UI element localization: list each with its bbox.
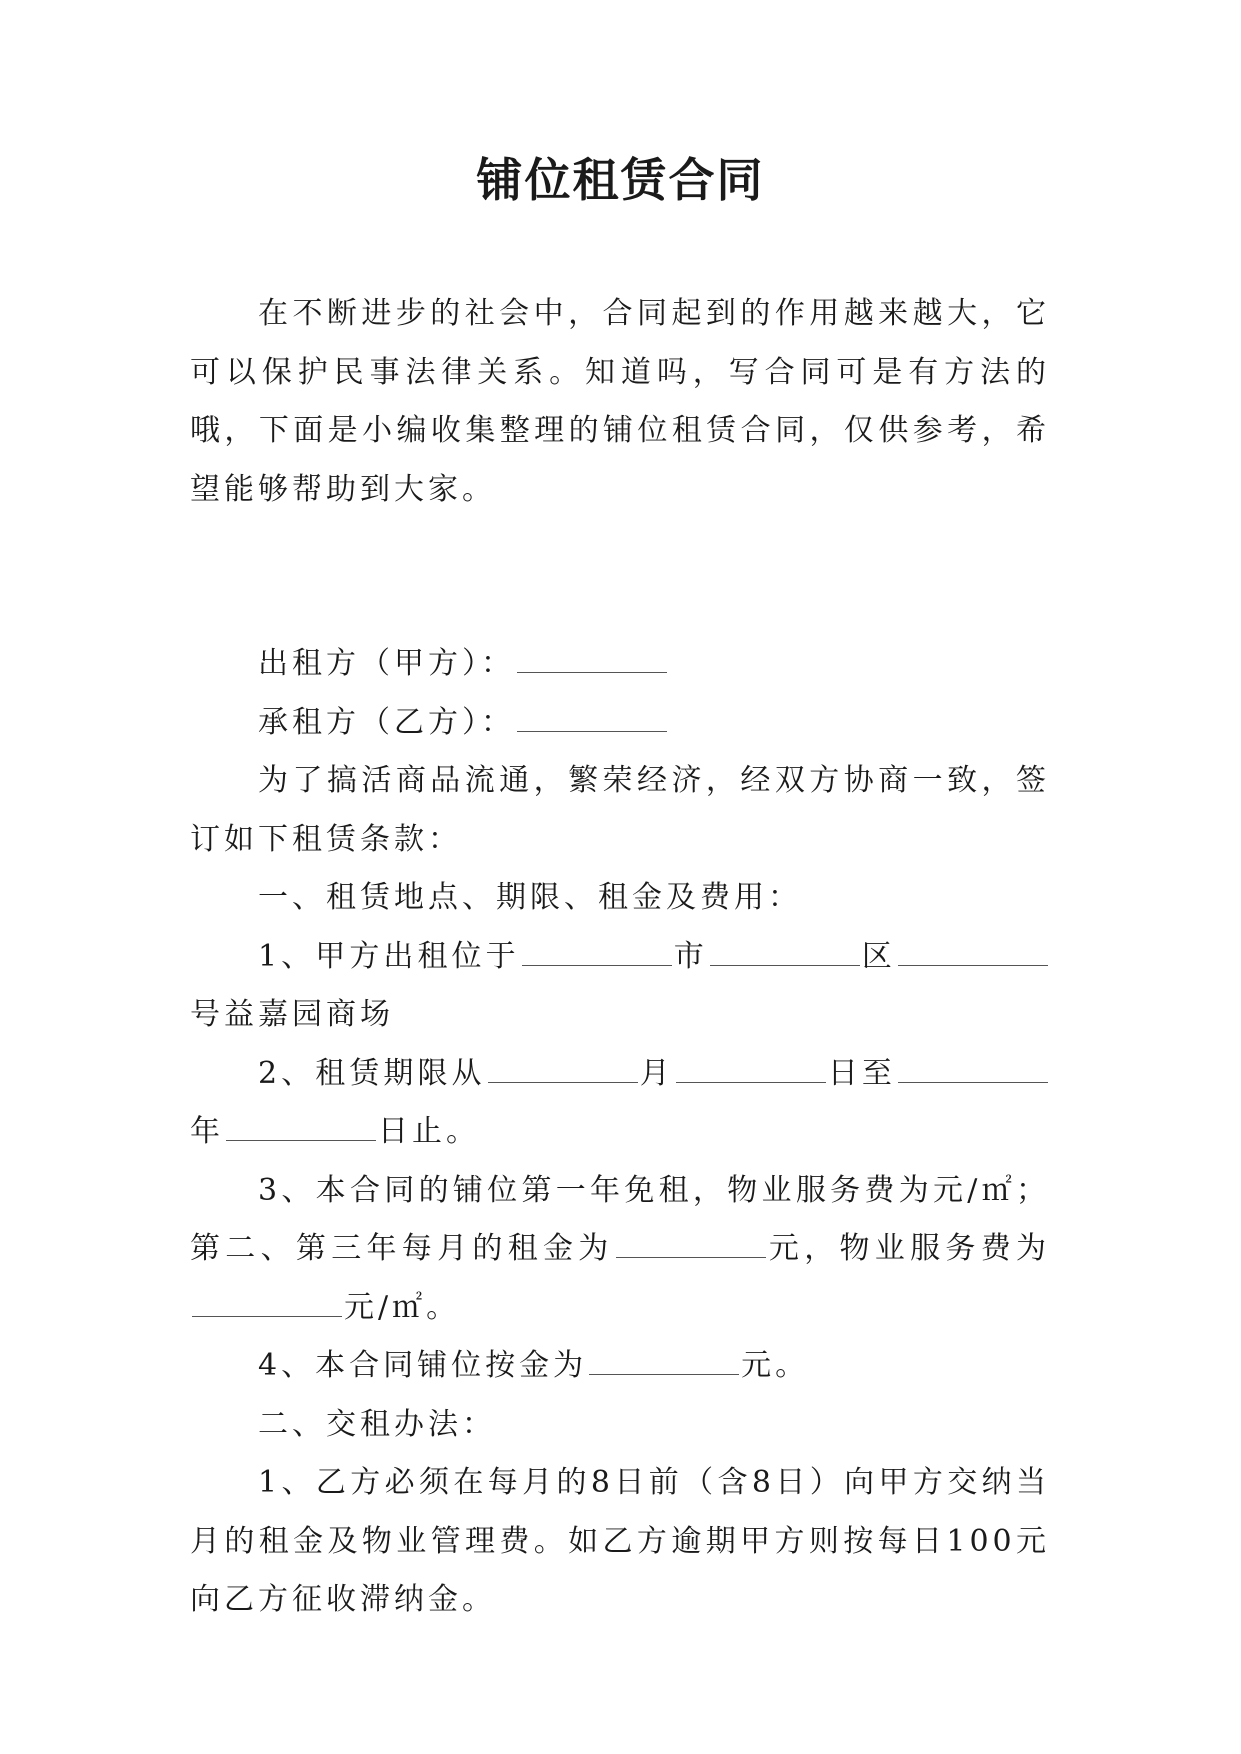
section1-heading: 一、租赁地点、期限、租金及费用： <box>258 880 802 915</box>
document-body <box>190 285 1050 1630</box>
end-day-blank <box>226 1110 376 1141</box>
district-blank <box>710 935 860 966</box>
intro-paragraph: 在不断进步的社会中，合同起到的作用越来越大，它可以保护民事法律关系。知道吗，写合同可是有方法的哦，下面是小编收集整理的铺位租赁合同，仅供参考，希望能够帮助到大家。 <box>190 296 1050 507</box>
clause-1-4: 4、本合同铺位按金为 元。 <box>190 1337 1050 1396</box>
lessor-label: 出租方（甲方）： <box>258 646 515 681</box>
end-year-blank <box>898 1052 1048 1083</box>
start-year-blank <box>488 1052 638 1083</box>
number-blank <box>898 935 1048 966</box>
lessee-blank <box>517 701 667 732</box>
rent-blank <box>616 1227 766 1258</box>
lessee-label: 承租方（乙方）： <box>258 704 515 740</box>
clause-1-1: 1、甲方出租位于 市 区号益嘉园商场 <box>190 928 1050 1045</box>
start-month-blank <box>676 1052 826 1083</box>
deposit-blank <box>589 1344 739 1375</box>
purpose-paragraph: 为了搞活商品流通，繁荣经济，经双方协商一致，签订如下租赁条款： <box>190 763 1050 857</box>
clause-1-3: 3、本合同的铺位第一年免租，物业服务费为元/㎡；第二、第三年每月的租金为 元，物业服务费为元/㎡。 <box>190 1172 1051 1325</box>
service-fee-blank <box>192 1286 342 1317</box>
clause-1-2: 2、租赁期限从 月 日至年 日止。 <box>190 1045 1050 1162</box>
section2-heading: 二、交租办法： <box>258 1406 496 1442</box>
lessee-line <box>190 694 1050 753</box>
lessor-blank <box>517 642 667 673</box>
clause-2-1: 1、乙方必须在每月的8日前（含8日）向甲方交纳当月的租金及物业管理费。如乙方逾期甲方则按每日100元向乙方征收滞纳金。 <box>190 1465 1050 1617</box>
city-blank <box>522 935 672 966</box>
lessor-line <box>190 635 1050 694</box>
document-title: 铺位租赁合同 <box>476 153 765 207</box>
